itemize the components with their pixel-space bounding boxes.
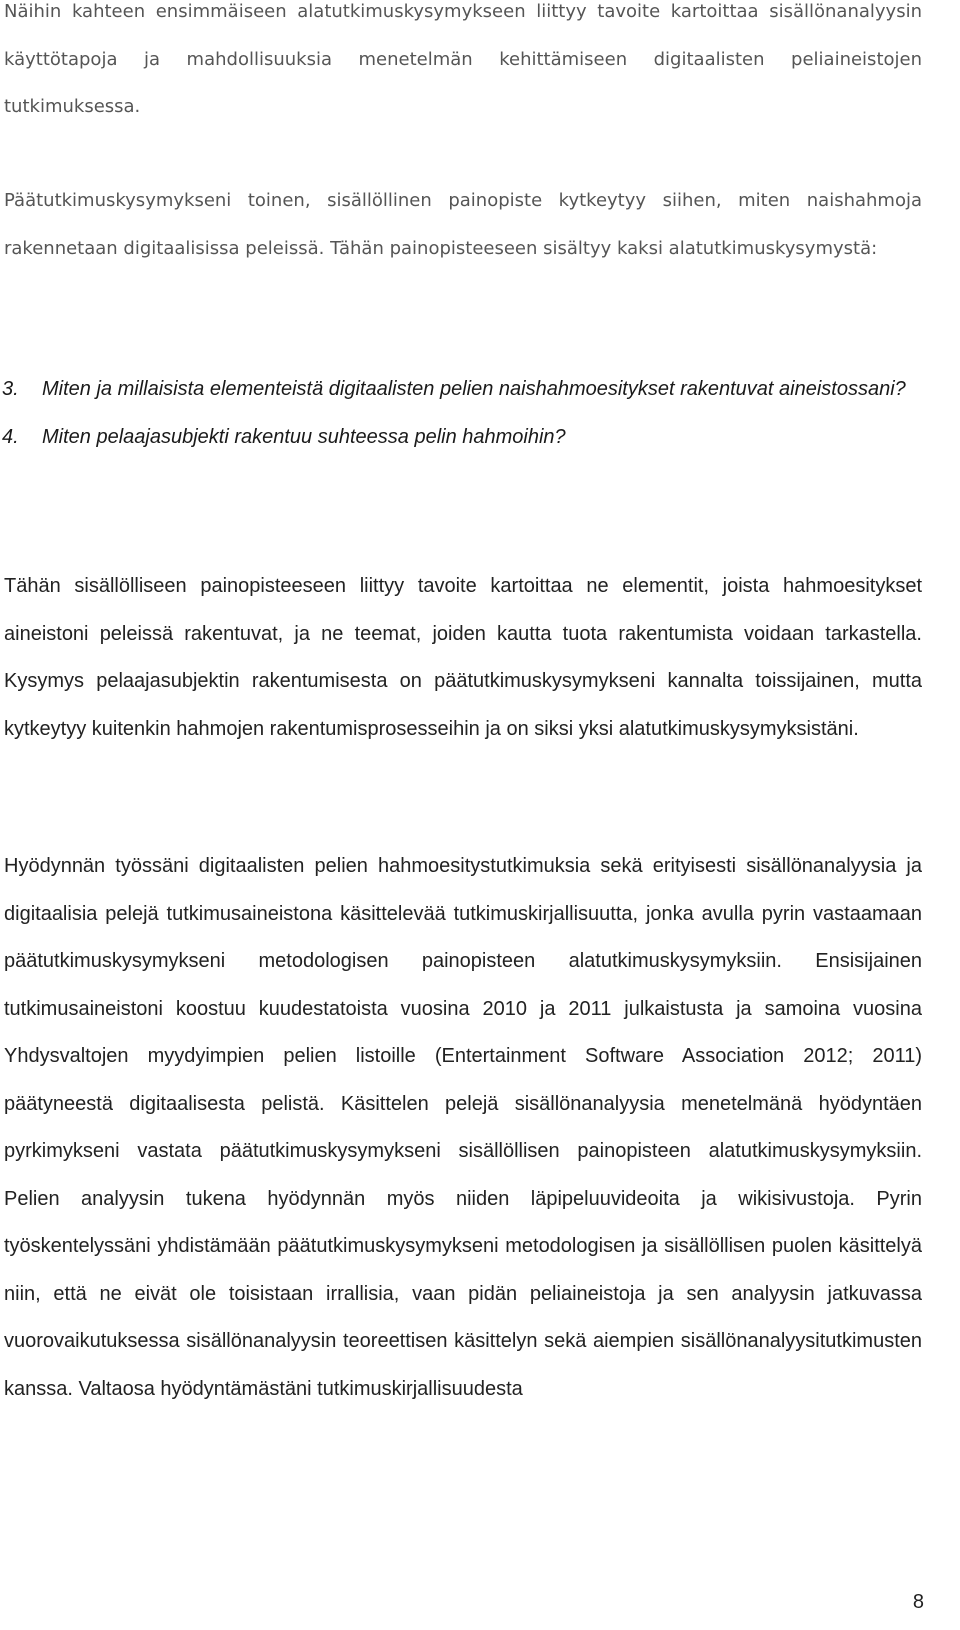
paragraph-4: Hyödynnän työssäni digitaalisten pelien hahmoesitystutkimuksia sekä erityisesti sisällönanalyysia ja digitaalisia pelejä tutkimusaineistona käsittelevää tutkimuskirjallisuutta, jonka avulla pyrin vastaamaan päätutkimuskysymykseni metodologisen painopisteen alatutkimuskysymyksiin. Ensisijainen tutkimusaineistoni koostuu kuudestatoista vuosina 2010 ja 2011 julkaistusta ja samoina vuosina Yhdysvaltojen myydyimpien pelien listoille (Entertainment Software Association 2012; 2011) päätyneestä digitaalisesta pelistä. Käsittelen pelejä sisällönanalyysia menetelmänä hyödyntäen pyrkimykseni vastata päätutkimuskysymykseni sisällöllisen painopisteen alatutkimuskysymyksiin. Pelien analyysin tukena hyödynnän myös niiden läpipeluuvideoita ja wikisivustoja. Pyrin työskentelyssäni yhdistämään päätutkimuskysymykseni metodologisen ja sisällöllisen puolen käsittelyä niin, että ne eivät ole toisistaan irrallisia, vaan pidän peliaineistoja ja sen analyysin jatkuvassa vuorovaikutuksessa sisällönanalyysin teoreettisen käsittelyn sekä aiempien sisällönanalyysitutkimusten kanssa. Valtaosa hyödyntämästäni tutkimuskirjallisuudesta [4,855,922,1400]
page-number: 8 [912,1591,924,1613]
list-item-text: Miten pelaajasubjekti rakentuu suhteessa pelin hahmoihin? [42,425,566,448]
list-item [0,414,920,462]
paragraph-1: Näihin kahteen ensimmäiseen alatutkimuskysymykseen liittyy tavoite kartoittaa sisällönanalyysin käyttötapoja ja mahdollisuuksia menetelmän kehittämiseen digitaalisten peliaineistojen tutkimuksessa. [4,1,922,117]
list-item-number: 4. [2,425,19,448]
paragraph-2: Päätutkimuskysymykseni toinen, sisällöllinen painopiste kytkeytyy siihen, miten naishahmoja rakennetaan digitaalisissa peleissä. Tähän painopisteeseen sisältyy kaksi alatutkimuskysymystä: [4,190,922,259]
list-item-text: Miten ja millaisista elementeistä digitaalisten pelien naishahmoesitykset rakentuvat aineistossani? [42,378,906,400]
list-item-number: 3. [2,378,19,400]
paragraph-3: Tähän sisällölliseen painopisteeseen liittyy tavoite kartoittaa ne elementit, joista hahmoesitykset aineistoni peleissä rakentuvat, ja ne teemat, joiden kautta tuota rakentumista voidaan tarkastella. Kysymys pelaajasubjektin rakentumisesta on päätutkimuskysymykseni kannalta toissijainen, mutta kytkeytyy kuitenkin hahmojen rakentumisprosesseihin ja on siksi yksi alatutkimuskysymyksistäni. [4,575,922,740]
research-questions-list [0,366,920,461]
list-item [0,366,920,414]
